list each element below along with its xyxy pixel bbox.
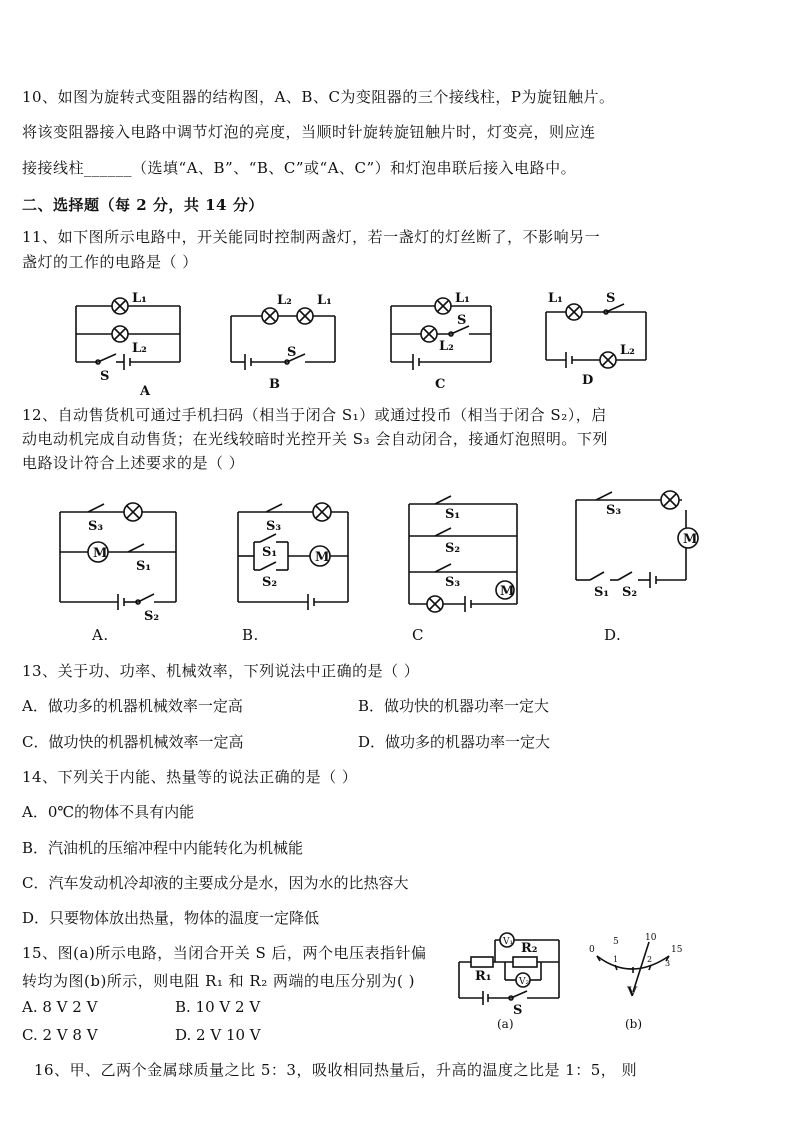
svg-text:S: S xyxy=(457,313,467,328)
q13-option-c: C．做功快的机器机械效率一定高 xyxy=(22,733,244,751)
q11a-l1: L₁ xyxy=(132,291,147,306)
q11-circuit-a xyxy=(70,290,190,399)
q11b-label: B xyxy=(269,377,280,392)
q15-line2: 转均为图(b)所示，则电阻 R₁ 和 R₂ 两端的电压分别为( ) xyxy=(22,972,415,990)
svg-text:S₂: S₂ xyxy=(144,609,160,624)
q12-line2: 动电动机完成自动售货；在光线较暗时光控开关 S₃ 会自动闭合，接通灯泡照明。下列 xyxy=(22,430,608,448)
svg-text:S₁: S₁ xyxy=(262,545,278,560)
q11-circuit-c xyxy=(385,290,505,390)
q12-circuit-c xyxy=(405,492,525,622)
svg-text:M: M xyxy=(683,532,698,547)
svg-text:L₁: L₁ xyxy=(317,293,332,308)
svg-text:R₂: R₂ xyxy=(521,941,538,956)
q12-label-d: D. xyxy=(604,626,622,644)
svg-text:S: S xyxy=(513,1003,523,1018)
svg-text:15: 15 xyxy=(671,945,683,955)
q11-line1: 11、如下图所示电路中，开关能同时控制两盏灯，若一盏灯的灯丝断了，不影响另一 xyxy=(22,228,601,246)
q10-line1: 10、如图为旋转式变阻器的结构图，A、B、C为变阻器的三个接线柱，P为旋钮触片。 xyxy=(22,88,615,106)
svg-text:V: V xyxy=(627,985,638,1000)
q10-line2: 将该变阻器接入电路中调节灯泡的亮度，当顺时针旋转旋钮触片时，灯变亮，则应连 xyxy=(22,123,596,141)
svg-text:M: M xyxy=(93,546,108,561)
q10-line3: 接接线柱______（选填“A、B”、“B、C”或“A、C”）和灯泡串联后接入电路中。 xyxy=(22,159,577,177)
q15-option-c: C. 2 V 8 V xyxy=(22,1026,98,1044)
svg-text:V₁: V₁ xyxy=(503,937,514,947)
q13-option-b: B．做功快的机器功率一定大 xyxy=(358,697,550,715)
q12-label-c: C xyxy=(412,626,424,644)
q11-circuit-b xyxy=(225,290,345,390)
q11d-label: D xyxy=(582,373,594,388)
q14-option-d: D．只要物体放出热量，物体的温度一定降低 xyxy=(22,909,320,927)
q14-stem: 14、下列关于内能、热量等的说法正确的是（ ） xyxy=(22,768,358,786)
svg-text:M: M xyxy=(500,584,515,599)
q15-option-d: D. 2 V 10 V xyxy=(175,1026,261,1044)
svg-text:S₃: S₃ xyxy=(445,575,461,590)
q13-stem: 13、关于功、功率、机械效率，下列说法中正确的是（ ） xyxy=(22,662,420,680)
q12-circuit-b xyxy=(236,500,356,620)
q15-fig-a-label: (a) xyxy=(497,1017,514,1031)
section-title: 二、选择题（每 2 分，共 14 分） xyxy=(22,196,264,214)
q14-option-b: B．汽油机的压缩冲程中内能转化为机械能 xyxy=(22,839,304,857)
q15-option-a: A. 8 V 2 V xyxy=(22,998,98,1016)
svg-text:S₁: S₁ xyxy=(445,507,461,522)
q15-fig-b-label: (b) xyxy=(625,1017,643,1031)
svg-text:S: S xyxy=(606,291,616,306)
q12-circuit-a xyxy=(58,500,188,624)
q14-option-a: A．0℃的物体不具有内能 xyxy=(22,803,195,821)
svg-text:S: S xyxy=(287,345,297,360)
svg-text:R₁: R₁ xyxy=(475,969,492,984)
q13-option-d: D．做功多的机器功率一定大 xyxy=(358,733,551,751)
q15-line1: 15、图(a)所示电路，当闭合开关 S 后，两个电压表指针偏 xyxy=(22,944,427,962)
svg-text:S₂: S₂ xyxy=(622,585,638,600)
q11a-l2: L₂ xyxy=(132,341,147,356)
q15-figure-a xyxy=(455,928,565,1033)
svg-text:5: 5 xyxy=(613,937,619,947)
svg-text:S₃: S₃ xyxy=(606,503,622,518)
q12-label-a: A. xyxy=(92,626,109,644)
q15-figure-b xyxy=(585,932,685,1032)
q12-label-b: B. xyxy=(242,626,259,644)
svg-text:3: 3 xyxy=(665,959,671,968)
svg-text:L₂: L₂ xyxy=(439,339,454,354)
svg-text:S₃: S₃ xyxy=(266,519,282,534)
q11-line2: 盏灯的工作的电路是（ ） xyxy=(22,253,198,271)
svg-text:2: 2 xyxy=(647,955,653,964)
svg-text:1: 1 xyxy=(613,955,619,964)
q11c-label: C xyxy=(435,377,446,392)
q12-line3: 电路设计符合上述要求的是（ ） xyxy=(22,454,245,472)
q11-circuit-d xyxy=(540,290,660,390)
svg-text:M: M xyxy=(315,550,330,565)
svg-text:S₂: S₂ xyxy=(262,575,278,590)
svg-text:S₁: S₁ xyxy=(136,559,152,574)
svg-text:V₂: V₂ xyxy=(519,977,530,987)
q13-option-a: A．做功多的机器机械效率一定高 xyxy=(22,697,243,715)
svg-text:10: 10 xyxy=(645,933,657,943)
svg-text:S₁: S₁ xyxy=(594,585,610,600)
q11a-s: S xyxy=(100,369,110,384)
svg-text:L₂: L₂ xyxy=(277,293,292,308)
q12-line1: 12、自动售货机可通过手机扫码（相当于闭合 S₁）或通过投币（相当于闭合 S₂），启 xyxy=(22,406,607,424)
svg-text:0: 0 xyxy=(589,945,595,955)
q16-line1: 16、甲、乙两个金属球质量之比 5：3，吸收相同热量后，升高的温度之比是 1：5， 则 xyxy=(34,1061,638,1079)
q12-circuit-d xyxy=(570,482,710,602)
svg-text:S₂: S₂ xyxy=(445,541,461,556)
svg-text:S₃: S₃ xyxy=(88,519,104,534)
q15-option-b: B. 10 V 2 V xyxy=(175,998,261,1016)
q14-option-c: C．汽车发动机冷却液的主要成分是水，因为水的比热容大 xyxy=(22,874,409,892)
svg-text:L₁: L₁ xyxy=(455,291,470,306)
svg-text:L₁: L₁ xyxy=(548,291,563,306)
q11a-label: A xyxy=(140,384,151,399)
svg-text:L₂: L₂ xyxy=(620,343,635,358)
